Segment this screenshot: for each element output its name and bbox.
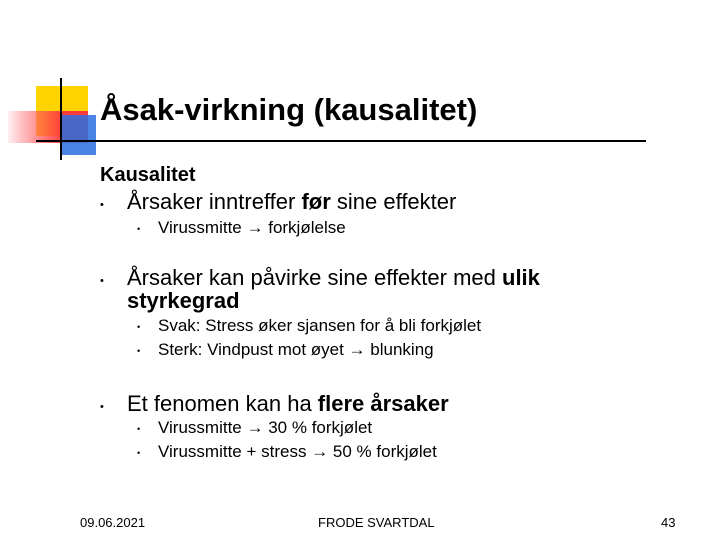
deco-vertical-line	[60, 78, 62, 160]
section-heading: Kausalitet	[100, 164, 196, 186]
title-rule	[36, 140, 646, 142]
sub-bullet-3-1: Virussmitte → 30 % forkjølet	[158, 418, 373, 437]
bullet-2: Årsaker kan påvirke sine effekter med ulik	[127, 265, 540, 290]
sub-bullet-3-2: Virussmitte + stress → 50 % forkjølet	[158, 442, 437, 461]
bullet-1: Årsaker inntreffer før sine effekter	[127, 189, 457, 214]
sub-bullet-1-1: Virussmitte → forkjølelse	[158, 218, 346, 237]
arrow-icon: →	[348, 340, 366, 359]
deco-blue-square	[60, 115, 96, 155]
arrow-icon: →	[311, 442, 329, 461]
sub-bullet-2-2: Sterk: Vindpust mot øyet → blunking	[158, 340, 434, 359]
sub-bullet-marker: •	[137, 346, 141, 356]
sub-bullet-marker: •	[137, 322, 141, 332]
bullet-marker: •	[100, 275, 104, 287]
footer-date: 09.06.2021	[80, 515, 146, 530]
bullet-marker: •	[100, 199, 104, 211]
slide-title: Åsak-virkning (kausalitet)	[100, 92, 478, 127]
arrow-icon: →	[246, 418, 264, 437]
sub-bullet-marker: •	[137, 424, 141, 434]
arrow-icon: →	[246, 218, 264, 237]
sub-bullet-marker: •	[137, 224, 141, 234]
footer-author: FRODE SVARTDAL	[318, 515, 435, 530]
bullet-2-continued: styrkegrad	[127, 288, 240, 313]
sub-bullet-2-1: Svak: Stress øker sjansen for å bli forkjølet	[158, 316, 482, 335]
sub-bullet-marker: •	[137, 448, 141, 458]
bullet-3: Et fenomen kan ha flere årsaker	[127, 391, 449, 416]
footer-page-number: 43	[661, 515, 676, 530]
bullet-marker: •	[100, 401, 104, 413]
